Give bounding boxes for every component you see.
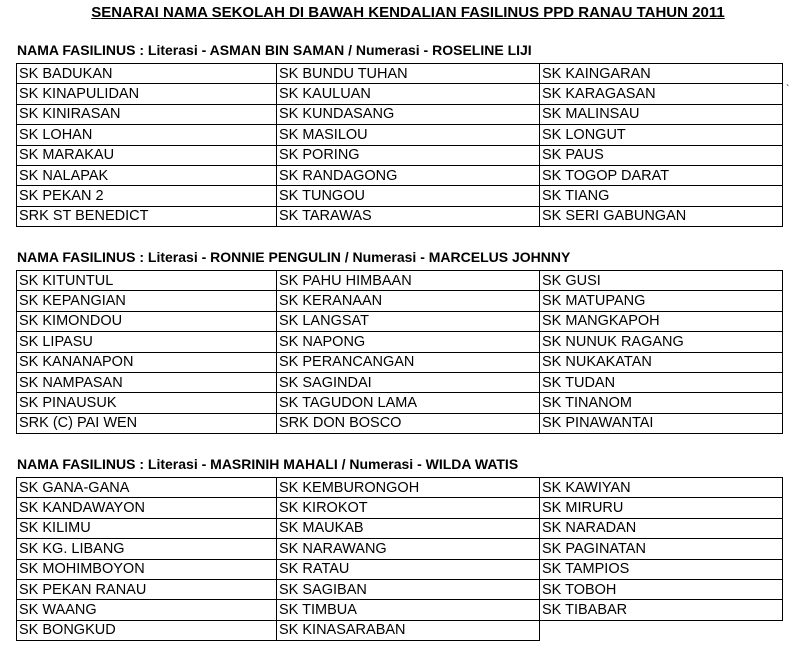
school-cell: SK PERANCANGAN [277, 352, 540, 372]
school-cell: SK KINIRASAN [17, 104, 277, 124]
school-table-2 [16, 270, 783, 434]
school-cell: SK PEKAN 2 [17, 186, 277, 206]
school-cell: SK MANGKAPOH [540, 311, 783, 331]
school-cell: SK NAMPASAN [17, 372, 277, 392]
table-row [17, 332, 783, 352]
school-cell: SK TIMBUA [277, 600, 540, 620]
school-cell: SK NUNUK RAGANG [540, 332, 783, 352]
school-cell: SK KIMONDOU [17, 311, 277, 331]
table-row [17, 271, 783, 291]
school-cell: SK SAGINDAI [277, 372, 540, 392]
table-row [17, 478, 783, 498]
table-row [17, 579, 783, 599]
school-cell: SK PAUS [540, 145, 783, 165]
school-cell [540, 620, 783, 640]
table-row [17, 104, 783, 124]
school-cell: SK KUNDASANG [277, 104, 540, 124]
school-cell: SK LOHAN [17, 125, 277, 145]
school-cell: SK TARAWAS [277, 206, 540, 226]
school-cell: SK TUNGOU [277, 186, 540, 206]
school-cell: SK KINASARABAN [277, 620, 540, 640]
school-cell: SRK DON BOSCO [277, 413, 540, 433]
school-cell: SK MALINSAU [540, 104, 783, 124]
document-title-text: SENARAI NAMA SEKOLAH DI BAWAH KENDALIAN FASILINUS PPD RANAU TAHUN 2011 [91, 4, 725, 21]
school-cell: SK MASILOU [277, 125, 540, 145]
table-row [17, 352, 783, 372]
school-cell: SK KITUNTUL [17, 271, 277, 291]
school-cell: SK TOBOH [540, 579, 783, 599]
document-title [0, 4, 796, 21]
school-cell: SK NALAPAK [17, 165, 277, 185]
school-cell: SK PAGINATAN [540, 539, 783, 559]
table-row [17, 145, 783, 165]
school-cell: SK KAWIYAN [540, 478, 783, 498]
school-cell: SK TAMPIOS [540, 559, 783, 579]
school-cell: SK SERI GABUNGAN [540, 206, 783, 226]
school-cell: SK MARAKAU [17, 145, 277, 165]
school-cell: SK KERANAAN [277, 291, 540, 311]
school-cell: SK KANANAPON [17, 352, 277, 372]
school-cell: SK MATUPANG [540, 291, 783, 311]
table-row [17, 311, 783, 331]
school-cell: SK PAHU HIMBAAN [277, 271, 540, 291]
table-row [17, 165, 783, 185]
school-cell: SK TAGUDON LAMA [277, 393, 540, 413]
school-cell: SK KAINGARAN [540, 64, 783, 84]
school-cell: SK PINAUSUK [17, 393, 277, 413]
school-cell: SK MOHIMBOYON [17, 559, 277, 579]
school-cell: SK TINANOM [540, 393, 783, 413]
school-cell: SK GUSI [540, 271, 783, 291]
table-row [17, 559, 783, 579]
table-row [17, 498, 783, 518]
table-row [17, 393, 783, 413]
table-row [17, 125, 783, 145]
table-row [17, 64, 783, 84]
school-cell: SK LONGUT [540, 125, 783, 145]
facilitator-heading-2: NAMA FASILINUS : Literasi - RONNIE PENGULIN / Numerasi - MARCELUS JOHNNY [17, 249, 571, 265]
school-cell: SK NUKAKATAN [540, 352, 783, 372]
school-cell: SK TUDAN [540, 372, 783, 392]
school-cell: SK KILIMU [17, 518, 277, 538]
school-table-3 [16, 477, 783, 641]
school-cell: SK MAUKAB [277, 518, 540, 538]
school-cell: SK RANDAGONG [277, 165, 540, 185]
school-cell: SRK (C) PAI WEN [17, 413, 277, 433]
school-cell: SK MIRURU [540, 498, 783, 518]
table-row [17, 539, 783, 559]
school-cell: SK KEMBURONGOH [277, 478, 540, 498]
school-cell: SK KAULUAN [277, 84, 540, 104]
school-cell: SK PEKAN RANAU [17, 579, 277, 599]
school-cell: SK KARAGASAN [540, 84, 783, 104]
school-cell: SK WAANG [17, 600, 277, 620]
school-cell: SRK ST BENEDICT [17, 206, 277, 226]
school-cell: SK NARADAN [540, 518, 783, 538]
school-cell: SK KEPANGIAN [17, 291, 277, 311]
table-row [17, 372, 783, 392]
table-row [17, 413, 783, 433]
table-row [17, 291, 783, 311]
school-cell: SK TIBABAR [540, 600, 783, 620]
school-cell: SK LANGSAT [277, 311, 540, 331]
school-cell: SK PINAWANTAI [540, 413, 783, 433]
table-row [17, 600, 783, 620]
school-table-1 [16, 63, 783, 227]
school-cell: SK NAPONG [277, 332, 540, 352]
school-cell: SK TIANG [540, 186, 783, 206]
table-row [17, 186, 783, 206]
school-cell: SK PORING [277, 145, 540, 165]
facilitator-heading-3: NAMA FASILINUS : Literasi - MASRINIH MAHALI / Numerasi - WILDA WATIS [17, 456, 519, 472]
school-cell: SK NARAWANG [277, 539, 540, 559]
table-row [17, 206, 783, 226]
school-cell: SK BADUKAN [17, 64, 277, 84]
table-row [17, 518, 783, 538]
school-cell: SK LIPASU [17, 332, 277, 352]
facilitator-heading-1: NAMA FASILINUS : Literasi - ASMAN BIN SAMAN / Numerasi - ROSELINE LIJI [17, 42, 532, 58]
school-cell: SK BONGKUD [17, 620, 277, 640]
table-row [17, 84, 783, 104]
school-cell: SK TOGOP DARAT [540, 165, 783, 185]
school-cell: SK KANDAWAYON [17, 498, 277, 518]
stray-mark: ` [786, 84, 790, 95]
school-cell: SK KG. LIBANG [17, 539, 277, 559]
school-cell: SK KINAPULIDAN [17, 84, 277, 104]
school-cell: SK GANA-GANA [17, 478, 277, 498]
school-cell: SK RATAU [277, 559, 540, 579]
school-cell: SK BUNDU TUHAN [277, 64, 540, 84]
table-row [17, 620, 783, 640]
school-cell: SK KIROKOT [277, 498, 540, 518]
school-cell: SK SAGIBAN [277, 579, 540, 599]
